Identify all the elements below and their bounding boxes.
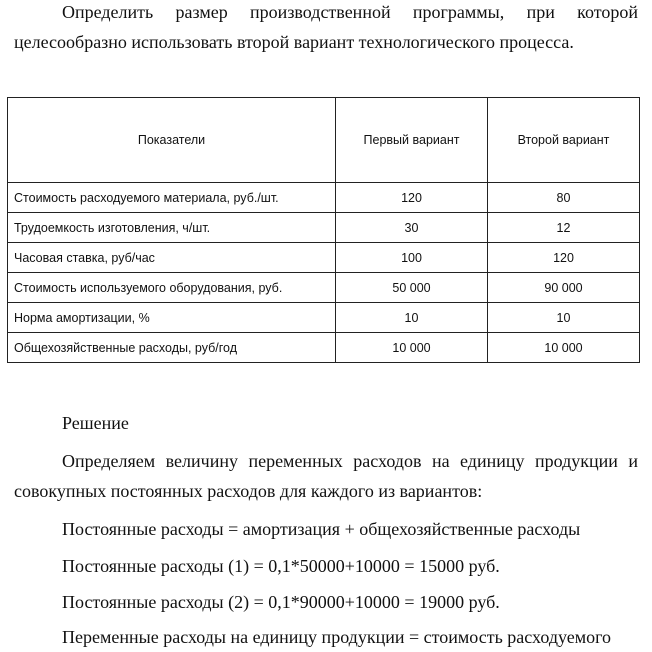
value-variant-2: 90 000 [488, 273, 640, 303]
header-variant-1: Первый вариант [336, 98, 488, 183]
header-indicators: Показатели [8, 98, 336, 183]
value-variant-2: 80 [488, 183, 640, 213]
table-row [8, 183, 640, 213]
formula-fixed-costs-1: Постоянные расходы (1) = 0,1*50000+10000 = 15000 руб. [62, 556, 500, 576]
table-row [8, 333, 640, 363]
value-variant-1: 30 [336, 213, 488, 243]
value-variant-2: 10 [488, 303, 640, 333]
table-row [8, 303, 640, 333]
value-variant-2: 120 [488, 243, 640, 273]
row-label: Трудоемкость изготовления, ч/шт. [8, 213, 336, 243]
row-label: Часовая ставка, руб/час [8, 243, 336, 273]
value-variant-1: 120 [336, 183, 488, 213]
intro-paragraph: Определить размер производственной программы, при которой целесообразно использовать второй вариант технологического процесса. [14, 2, 638, 52]
row-label: Стоимость используемого оборудования, руб. [8, 273, 336, 303]
table-row [8, 273, 640, 303]
row-label: Стоимость расходуемого материала, руб./шт. [8, 183, 336, 213]
solution-heading: Решение [62, 413, 129, 433]
formula-fixed-costs: Постоянные расходы = амортизация + общехозяйственные расходы [62, 519, 581, 539]
value-variant-1: 10 000 [336, 333, 488, 363]
value-variant-1: 50 000 [336, 273, 488, 303]
value-variant-2: 10 000 [488, 333, 640, 363]
data-table [7, 97, 640, 363]
table-row [8, 213, 640, 243]
header-variant-2: Второй вариант [488, 98, 640, 183]
formula-fixed-costs-2: Постоянные расходы (2) = 0,1*90000+10000 = 19000 руб. [62, 592, 500, 612]
row-label: Общехозяйственные расходы, руб/год [8, 333, 336, 363]
value-variant-1: 10 [336, 303, 488, 333]
row-label: Норма амортизации, % [8, 303, 336, 333]
formula-variable-costs: Переменные расходы на единицу продукции = стоимость расходуемого [62, 627, 612, 647]
value-variant-1: 100 [336, 243, 488, 273]
value-variant-2: 12 [488, 213, 640, 243]
table-header-row [8, 98, 640, 183]
solution-paragraph: Определяем величину переменных расходов на единицу продукции и совокупных постоянных расходов для каждого из вариантов: [14, 451, 638, 501]
table-row [8, 243, 640, 273]
